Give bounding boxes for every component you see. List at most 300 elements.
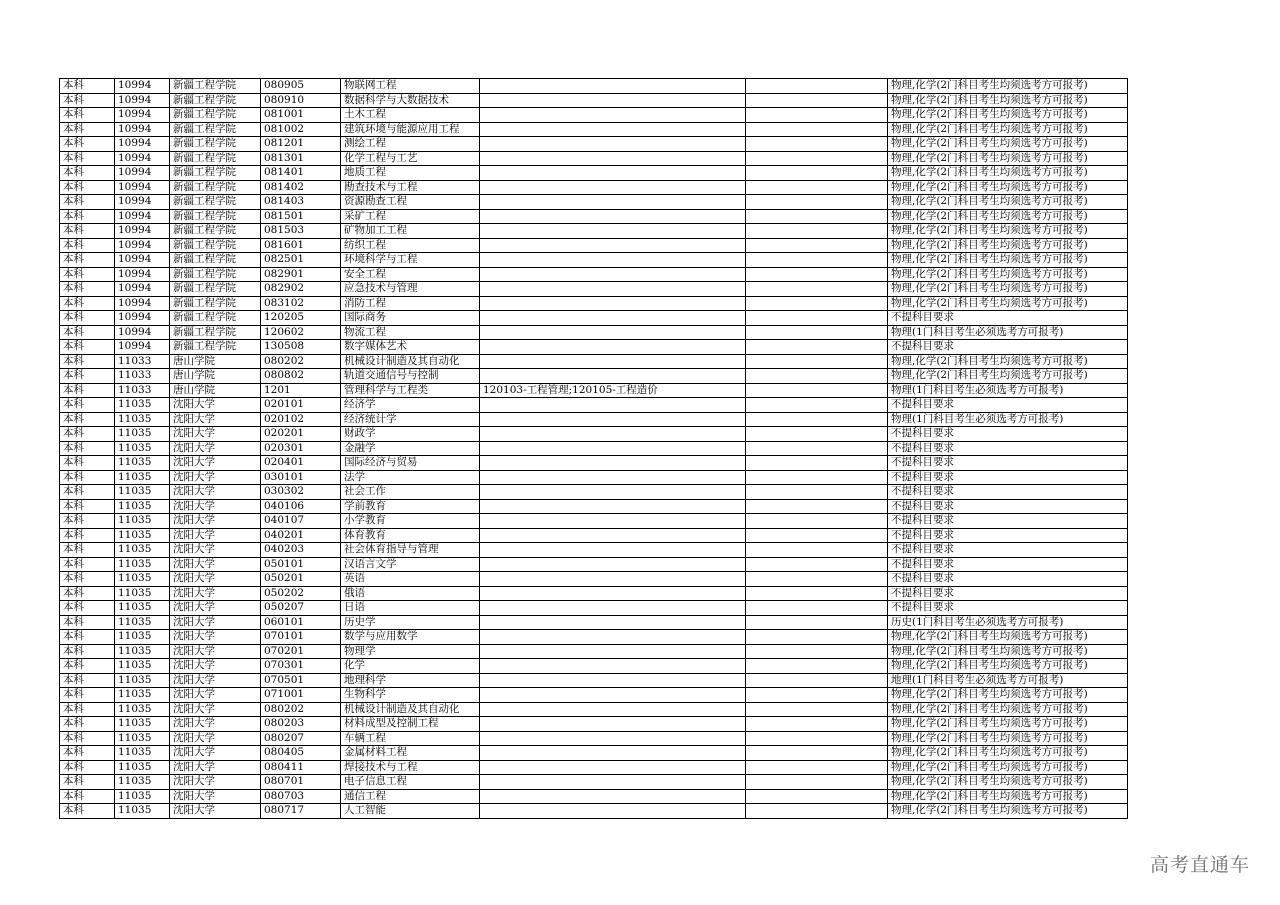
watermark: 高考直通车 bbox=[1149, 854, 1250, 876]
subject-requirement-cell: 不提科目要求 bbox=[888, 528, 1128, 543]
subject-requirement-cell: 物理,化学(2门科目考生均须选考方可报考) bbox=[888, 630, 1128, 645]
major-name-cell: 土木工程 bbox=[341, 108, 480, 123]
included-majors-cell bbox=[480, 775, 746, 790]
table-row bbox=[60, 398, 1128, 413]
table-row bbox=[60, 282, 1128, 297]
major-name-cell: 环境科学与工程 bbox=[341, 253, 480, 268]
school-code-cell: 11035 bbox=[115, 412, 170, 427]
school-code-cell: 11035 bbox=[115, 775, 170, 790]
subject-requirement-cell: 不提科目要求 bbox=[888, 601, 1128, 616]
level-cell: 本科 bbox=[60, 543, 115, 558]
school-code-cell: 11035 bbox=[115, 456, 170, 471]
table-row bbox=[60, 311, 1128, 326]
notes-cell bbox=[746, 282, 888, 297]
major-name-cell: 经济学 bbox=[341, 398, 480, 413]
subject-requirement-cell: 物理,化学(2门科目考生均须选考方可报考) bbox=[888, 804, 1128, 819]
level-cell: 本科 bbox=[60, 659, 115, 674]
major-code-cell: 082901 bbox=[261, 267, 341, 282]
level-cell: 本科 bbox=[60, 572, 115, 587]
major-name-cell: 消防工程 bbox=[341, 296, 480, 311]
school-code-cell: 10994 bbox=[115, 340, 170, 355]
table-row bbox=[60, 543, 1128, 558]
major-name-cell: 机械设计制造及其自动化 bbox=[341, 354, 480, 369]
major-code-cell: 070301 bbox=[261, 659, 341, 674]
level-cell: 本科 bbox=[60, 311, 115, 326]
school-code-cell: 11035 bbox=[115, 514, 170, 529]
table-row bbox=[60, 166, 1128, 181]
school-name-cell: 新疆工程学院 bbox=[170, 180, 261, 195]
included-majors-cell: 120103-工程管理;120105-工程造价 bbox=[480, 383, 746, 398]
school-code-cell: 10994 bbox=[115, 238, 170, 253]
included-majors-cell bbox=[480, 253, 746, 268]
school-name-cell: 新疆工程学院 bbox=[170, 137, 261, 152]
school-code-cell: 10994 bbox=[115, 253, 170, 268]
school-code-cell: 11035 bbox=[115, 601, 170, 616]
included-majors-cell bbox=[480, 195, 746, 210]
notes-cell bbox=[746, 253, 888, 268]
subject-requirement-cell: 物理,化学(2门科目考生均须选考方可报考) bbox=[888, 209, 1128, 224]
major-code-cell: 080703 bbox=[261, 789, 341, 804]
notes-cell bbox=[746, 659, 888, 674]
major-name-cell: 地理科学 bbox=[341, 673, 480, 688]
subject-requirement-cell: 物理,化学(2门科目考生均须选考方可报考) bbox=[888, 760, 1128, 775]
subject-requirement-cell: 不提科目要求 bbox=[888, 441, 1128, 456]
major-code-cell: 080905 bbox=[261, 79, 341, 94]
subject-requirement-cell: 物理,化学(2门科目考生均须选考方可报考) bbox=[888, 267, 1128, 282]
school-name-cell: 新疆工程学院 bbox=[170, 238, 261, 253]
level-cell: 本科 bbox=[60, 528, 115, 543]
level-cell: 本科 bbox=[60, 441, 115, 456]
table-row bbox=[60, 659, 1128, 674]
level-cell: 本科 bbox=[60, 775, 115, 790]
major-name-cell: 数据科学与大数据技术 bbox=[341, 93, 480, 108]
level-cell: 本科 bbox=[60, 702, 115, 717]
level-cell: 本科 bbox=[60, 514, 115, 529]
notes-cell bbox=[746, 195, 888, 210]
major-name-cell: 车辆工程 bbox=[341, 731, 480, 746]
major-code-cell: 130508 bbox=[261, 340, 341, 355]
school-code-cell: 10994 bbox=[115, 267, 170, 282]
included-majors-cell bbox=[480, 137, 746, 152]
school-code-cell: 11035 bbox=[115, 557, 170, 572]
major-name-cell: 数字媒体艺术 bbox=[341, 340, 480, 355]
school-name-cell: 唐山学院 bbox=[170, 369, 261, 384]
major-code-cell: 081002 bbox=[261, 122, 341, 137]
school-code-cell: 10994 bbox=[115, 166, 170, 181]
included-majors-cell bbox=[480, 673, 746, 688]
school-code-cell: 11035 bbox=[115, 688, 170, 703]
notes-cell bbox=[746, 166, 888, 181]
school-name-cell: 沈阳大学 bbox=[170, 601, 261, 616]
major-code-cell: 030302 bbox=[261, 485, 341, 500]
subject-requirement-cell: 物理,化学(2门科目考生均须选考方可报考) bbox=[888, 296, 1128, 311]
table-row bbox=[60, 209, 1128, 224]
major-name-cell: 管理科学与工程类 bbox=[341, 383, 480, 398]
level-cell: 本科 bbox=[60, 325, 115, 340]
included-majors-cell bbox=[480, 586, 746, 601]
major-name-cell: 国际经济与贸易 bbox=[341, 456, 480, 471]
level-cell: 本科 bbox=[60, 166, 115, 181]
table-row bbox=[60, 441, 1128, 456]
subject-requirement-cell: 不提科目要求 bbox=[888, 557, 1128, 572]
table-row bbox=[60, 514, 1128, 529]
table-row bbox=[60, 731, 1128, 746]
notes-cell bbox=[746, 224, 888, 239]
school-code-cell: 11035 bbox=[115, 630, 170, 645]
level-cell: 本科 bbox=[60, 93, 115, 108]
notes-cell bbox=[746, 383, 888, 398]
table-row bbox=[60, 137, 1128, 152]
level-cell: 本科 bbox=[60, 282, 115, 297]
subject-requirement-cell: 物理,化学(2门科目考生均须选考方可报考) bbox=[888, 717, 1128, 732]
school-name-cell: 沈阳大学 bbox=[170, 557, 261, 572]
included-majors-cell bbox=[480, 456, 746, 471]
major-name-cell: 金属材料工程 bbox=[341, 746, 480, 761]
school-name-cell: 新疆工程学院 bbox=[170, 267, 261, 282]
subject-requirement-cell: 物理,化学(2门科目考生均须选考方可报考) bbox=[888, 122, 1128, 137]
major-name-cell: 金融学 bbox=[341, 441, 480, 456]
included-majors-cell bbox=[480, 398, 746, 413]
major-code-cell: 020401 bbox=[261, 456, 341, 471]
major-name-cell: 应急技术与管理 bbox=[341, 282, 480, 297]
notes-cell bbox=[746, 93, 888, 108]
school-code-cell: 11035 bbox=[115, 702, 170, 717]
school-code-cell: 10994 bbox=[115, 93, 170, 108]
school-code-cell: 11035 bbox=[115, 499, 170, 514]
table-body bbox=[60, 79, 1128, 819]
notes-cell bbox=[746, 760, 888, 775]
school-name-cell: 新疆工程学院 bbox=[170, 209, 261, 224]
major-name-cell: 社会体育指导与管理 bbox=[341, 543, 480, 558]
school-code-cell: 11035 bbox=[115, 441, 170, 456]
school-code-cell: 10994 bbox=[115, 151, 170, 166]
subject-requirement-cell: 物理,化学(2门科目考生均须选考方可报考) bbox=[888, 369, 1128, 384]
major-code-cell: 080802 bbox=[261, 369, 341, 384]
level-cell: 本科 bbox=[60, 151, 115, 166]
school-name-cell: 沈阳大学 bbox=[170, 789, 261, 804]
included-majors-cell bbox=[480, 311, 746, 326]
included-majors-cell bbox=[480, 688, 746, 703]
school-name-cell: 唐山学院 bbox=[170, 383, 261, 398]
table-row bbox=[60, 238, 1128, 253]
school-name-cell: 新疆工程学院 bbox=[170, 79, 261, 94]
included-majors-cell bbox=[480, 441, 746, 456]
school-name-cell: 沈阳大学 bbox=[170, 760, 261, 775]
level-cell: 本科 bbox=[60, 485, 115, 500]
major-code-cell: 020301 bbox=[261, 441, 341, 456]
level-cell: 本科 bbox=[60, 195, 115, 210]
subject-requirement-cell: 物理,化学(2门科目考生均须选考方可报考) bbox=[888, 775, 1128, 790]
subject-requirement-cell: 不提科目要求 bbox=[888, 427, 1128, 442]
notes-cell bbox=[746, 688, 888, 703]
level-cell: 本科 bbox=[60, 224, 115, 239]
notes-cell bbox=[746, 209, 888, 224]
school-name-cell: 新疆工程学院 bbox=[170, 282, 261, 297]
major-name-cell: 纺织工程 bbox=[341, 238, 480, 253]
school-name-cell: 沈阳大学 bbox=[170, 746, 261, 761]
major-name-cell: 物流工程 bbox=[341, 325, 480, 340]
subject-requirement-cell: 物理,化学(2门科目考生均须选考方可报考) bbox=[888, 93, 1128, 108]
school-name-cell: 沈阳大学 bbox=[170, 514, 261, 529]
notes-cell bbox=[746, 499, 888, 514]
major-code-cell: 080203 bbox=[261, 717, 341, 732]
major-name-cell: 物理学 bbox=[341, 644, 480, 659]
major-code-cell: 040203 bbox=[261, 543, 341, 558]
major-code-cell: 080202 bbox=[261, 354, 341, 369]
subject-requirement-cell: 物理,化学(2门科目考生均须选考方可报考) bbox=[888, 644, 1128, 659]
school-code-cell: 11035 bbox=[115, 731, 170, 746]
included-majors-cell bbox=[480, 267, 746, 282]
subject-requirement-cell: 物理,化学(2门科目考生均须选考方可报考) bbox=[888, 789, 1128, 804]
school-code-cell: 11035 bbox=[115, 659, 170, 674]
included-majors-cell bbox=[480, 644, 746, 659]
table-row bbox=[60, 340, 1128, 355]
table-row bbox=[60, 688, 1128, 703]
major-code-cell: 040107 bbox=[261, 514, 341, 529]
school-code-cell: 11033 bbox=[115, 369, 170, 384]
major-name-cell: 轨道交通信号与控制 bbox=[341, 369, 480, 384]
major-name-cell: 化学 bbox=[341, 659, 480, 674]
included-majors-cell bbox=[480, 427, 746, 442]
notes-cell bbox=[746, 673, 888, 688]
major-code-cell: 050202 bbox=[261, 586, 341, 601]
subject-requirement-cell: 物理,化学(2门科目考生均须选考方可报考) bbox=[888, 137, 1128, 152]
major-code-cell: 081403 bbox=[261, 195, 341, 210]
notes-cell bbox=[746, 267, 888, 282]
included-majors-cell bbox=[480, 209, 746, 224]
included-majors-cell bbox=[480, 369, 746, 384]
major-code-cell: 070201 bbox=[261, 644, 341, 659]
subject-requirement-cell: 物理(1门科目考生必须选考方可报考) bbox=[888, 383, 1128, 398]
notes-cell bbox=[746, 151, 888, 166]
school-code-cell: 10994 bbox=[115, 311, 170, 326]
table-row bbox=[60, 195, 1128, 210]
school-code-cell: 11035 bbox=[115, 586, 170, 601]
major-code-cell: 050201 bbox=[261, 572, 341, 587]
major-code-cell: 081401 bbox=[261, 166, 341, 181]
major-code-cell: 120602 bbox=[261, 325, 341, 340]
school-name-cell: 沈阳大学 bbox=[170, 470, 261, 485]
included-majors-cell bbox=[480, 543, 746, 558]
level-cell: 本科 bbox=[60, 137, 115, 152]
included-majors-cell bbox=[480, 789, 746, 804]
included-majors-cell bbox=[480, 282, 746, 297]
major-name-cell: 资源勘查工程 bbox=[341, 195, 480, 210]
subject-requirement-cell: 不提科目要求 bbox=[888, 514, 1128, 529]
school-name-cell: 沈阳大学 bbox=[170, 586, 261, 601]
major-name-cell: 生物科学 bbox=[341, 688, 480, 703]
major-name-cell: 安全工程 bbox=[341, 267, 480, 282]
level-cell: 本科 bbox=[60, 644, 115, 659]
level-cell: 本科 bbox=[60, 601, 115, 616]
major-name-cell: 矿物加工工程 bbox=[341, 224, 480, 239]
school-code-cell: 10994 bbox=[115, 122, 170, 137]
notes-cell bbox=[746, 325, 888, 340]
school-name-cell: 沈阳大学 bbox=[170, 441, 261, 456]
notes-cell bbox=[746, 137, 888, 152]
level-cell: 本科 bbox=[60, 267, 115, 282]
level-cell: 本科 bbox=[60, 470, 115, 485]
level-cell: 本科 bbox=[60, 760, 115, 775]
table-row bbox=[60, 775, 1128, 790]
subject-requirement-cell: 不提科目要求 bbox=[888, 572, 1128, 587]
major-code-cell: 080717 bbox=[261, 804, 341, 819]
table-row bbox=[60, 586, 1128, 601]
notes-cell bbox=[746, 470, 888, 485]
school-name-cell: 新疆工程学院 bbox=[170, 195, 261, 210]
included-majors-cell bbox=[480, 151, 746, 166]
included-majors-cell bbox=[480, 746, 746, 761]
notes-cell bbox=[746, 804, 888, 819]
major-name-cell: 采矿工程 bbox=[341, 209, 480, 224]
included-majors-cell bbox=[480, 79, 746, 94]
major-code-cell: 020101 bbox=[261, 398, 341, 413]
major-code-cell: 060101 bbox=[261, 615, 341, 630]
school-code-cell: 11035 bbox=[115, 644, 170, 659]
notes-cell bbox=[746, 615, 888, 630]
included-majors-cell bbox=[480, 557, 746, 572]
subject-requirement-cell: 物理,化学(2门科目考生均须选考方可报考) bbox=[888, 702, 1128, 717]
major-name-cell: 社会工作 bbox=[341, 485, 480, 500]
table-row bbox=[60, 151, 1128, 166]
school-code-cell: 10994 bbox=[115, 137, 170, 152]
table-row bbox=[60, 630, 1128, 645]
subject-requirement-table bbox=[59, 78, 1128, 819]
included-majors-cell bbox=[480, 499, 746, 514]
notes-cell bbox=[746, 296, 888, 311]
level-cell: 本科 bbox=[60, 108, 115, 123]
school-code-cell: 10994 bbox=[115, 209, 170, 224]
table-row bbox=[60, 412, 1128, 427]
level-cell: 本科 bbox=[60, 557, 115, 572]
subject-requirement-cell: 物理,化学(2门科目考生均须选考方可报考) bbox=[888, 108, 1128, 123]
included-majors-cell bbox=[480, 717, 746, 732]
notes-cell bbox=[746, 412, 888, 427]
subject-requirement-cell: 物理,化学(2门科目考生均须选考方可报考) bbox=[888, 166, 1128, 181]
subject-requirement-cell: 不提科目要求 bbox=[888, 470, 1128, 485]
level-cell: 本科 bbox=[60, 731, 115, 746]
included-majors-cell bbox=[480, 180, 746, 195]
major-code-cell: 071001 bbox=[261, 688, 341, 703]
major-name-cell: 日语 bbox=[341, 601, 480, 616]
major-name-cell: 机械设计制造及其自动化 bbox=[341, 702, 480, 717]
major-code-cell: 050101 bbox=[261, 557, 341, 572]
major-name-cell: 焊接技术与工程 bbox=[341, 760, 480, 775]
included-majors-cell bbox=[480, 470, 746, 485]
notes-cell bbox=[746, 586, 888, 601]
school-name-cell: 沈阳大学 bbox=[170, 673, 261, 688]
major-code-cell: 070501 bbox=[261, 673, 341, 688]
level-cell: 本科 bbox=[60, 717, 115, 732]
major-code-cell: 020201 bbox=[261, 427, 341, 442]
included-majors-cell bbox=[480, 702, 746, 717]
notes-cell bbox=[746, 238, 888, 253]
table-row bbox=[60, 456, 1128, 471]
major-name-cell: 建筑环境与能源应用工程 bbox=[341, 122, 480, 137]
subject-requirement-cell: 物理(1门科目考生必须选考方可报考) bbox=[888, 412, 1128, 427]
level-cell: 本科 bbox=[60, 412, 115, 427]
level-cell: 本科 bbox=[60, 398, 115, 413]
subject-requirement-cell: 物理,化学(2门科目考生均须选考方可报考) bbox=[888, 253, 1128, 268]
included-majors-cell bbox=[480, 108, 746, 123]
notes-cell bbox=[746, 485, 888, 500]
level-cell: 本科 bbox=[60, 499, 115, 514]
school-code-cell: 10994 bbox=[115, 296, 170, 311]
major-code-cell: 040201 bbox=[261, 528, 341, 543]
school-code-cell: 11035 bbox=[115, 427, 170, 442]
school-code-cell: 11035 bbox=[115, 543, 170, 558]
major-name-cell: 英语 bbox=[341, 572, 480, 587]
table-row bbox=[60, 804, 1128, 819]
subject-requirement-cell: 不提科目要求 bbox=[888, 499, 1128, 514]
major-name-cell: 通信工程 bbox=[341, 789, 480, 804]
table-row bbox=[60, 557, 1128, 572]
major-code-cell: 080411 bbox=[261, 760, 341, 775]
major-code-cell: 081301 bbox=[261, 151, 341, 166]
major-code-cell: 040106 bbox=[261, 499, 341, 514]
table-row bbox=[60, 746, 1128, 761]
school-name-cell: 新疆工程学院 bbox=[170, 253, 261, 268]
included-majors-cell bbox=[480, 514, 746, 529]
school-code-cell: 11035 bbox=[115, 789, 170, 804]
major-name-cell: 勘查技术与工程 bbox=[341, 180, 480, 195]
table-row bbox=[60, 485, 1128, 500]
notes-cell bbox=[746, 108, 888, 123]
school-name-cell: 新疆工程学院 bbox=[170, 166, 261, 181]
table-row bbox=[60, 572, 1128, 587]
major-name-cell: 化学工程与工艺 bbox=[341, 151, 480, 166]
school-name-cell: 沈阳大学 bbox=[170, 543, 261, 558]
major-code-cell: 080202 bbox=[261, 702, 341, 717]
table-row bbox=[60, 224, 1128, 239]
notes-cell bbox=[746, 717, 888, 732]
school-name-cell: 沈阳大学 bbox=[170, 688, 261, 703]
major-name-cell: 财政学 bbox=[341, 427, 480, 442]
school-code-cell: 11035 bbox=[115, 673, 170, 688]
table-row bbox=[60, 673, 1128, 688]
subject-requirement-cell: 物理,化学(2门科目考生均须选考方可报考) bbox=[888, 731, 1128, 746]
included-majors-cell bbox=[480, 238, 746, 253]
school-name-cell: 沈阳大学 bbox=[170, 731, 261, 746]
level-cell: 本科 bbox=[60, 180, 115, 195]
school-name-cell: 唐山学院 bbox=[170, 354, 261, 369]
school-name-cell: 新疆工程学院 bbox=[170, 122, 261, 137]
subject-requirement-cell: 历史(1门科目考生必须选考方可报考) bbox=[888, 615, 1128, 630]
notes-cell bbox=[746, 398, 888, 413]
included-majors-cell bbox=[480, 615, 746, 630]
school-name-cell: 沈阳大学 bbox=[170, 572, 261, 587]
school-code-cell: 10994 bbox=[115, 224, 170, 239]
school-code-cell: 10994 bbox=[115, 108, 170, 123]
major-code-cell: 083102 bbox=[261, 296, 341, 311]
school-code-cell: 11035 bbox=[115, 760, 170, 775]
school-name-cell: 新疆工程学院 bbox=[170, 151, 261, 166]
level-cell: 本科 bbox=[60, 369, 115, 384]
school-code-cell: 11035 bbox=[115, 528, 170, 543]
major-code-cell: 081201 bbox=[261, 137, 341, 152]
table-row bbox=[60, 325, 1128, 340]
table-row bbox=[60, 180, 1128, 195]
included-majors-cell bbox=[480, 122, 746, 137]
included-majors-cell bbox=[480, 659, 746, 674]
table-row bbox=[60, 499, 1128, 514]
major-code-cell: 081601 bbox=[261, 238, 341, 253]
school-code-cell: 11033 bbox=[115, 383, 170, 398]
included-majors-cell bbox=[480, 760, 746, 775]
table-row bbox=[60, 789, 1128, 804]
major-code-cell: 120205 bbox=[261, 311, 341, 326]
subject-requirement-cell: 不提科目要求 bbox=[888, 340, 1128, 355]
